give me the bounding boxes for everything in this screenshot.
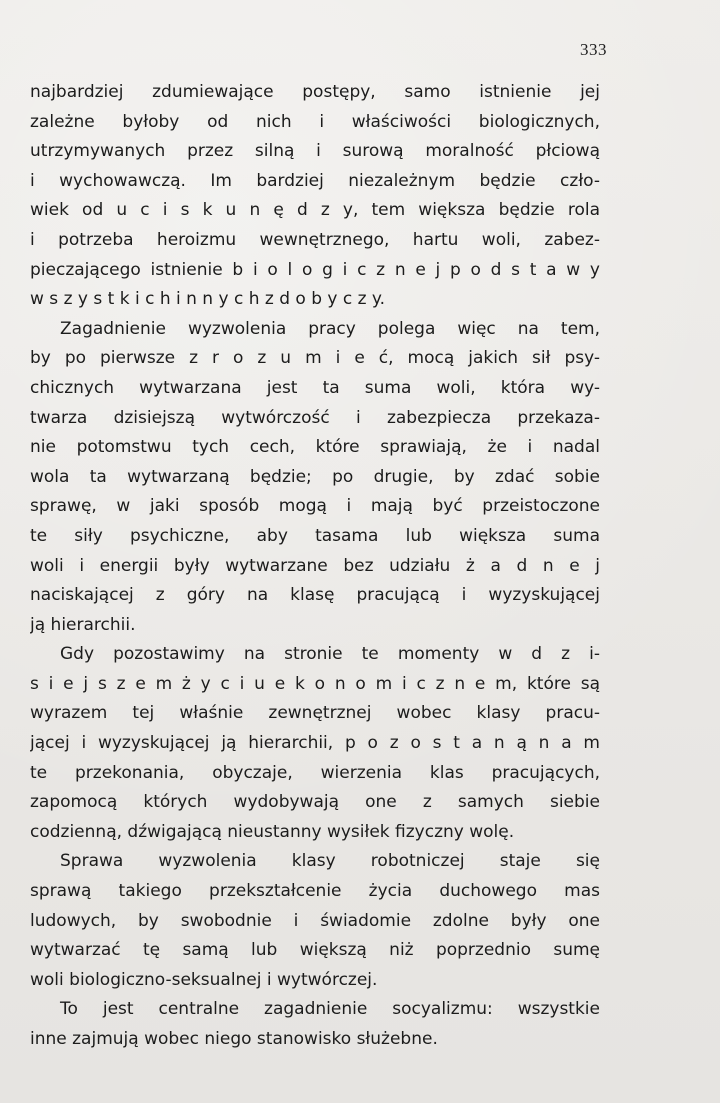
text-line: Gdy pozostawimy na stronie te momenty w d z i- — [60, 644, 600, 665]
text-line: te przekonania, obyczaje, wierzenia klas pracujących, — [30, 762, 600, 783]
text-line: s i e j s z e m ż y c i u e k o n o m i c z n e m, które są — [30, 673, 600, 694]
text-line: i wychowawczą. Im bardziej niezależnym będzie czło- — [30, 170, 600, 191]
text-line: zapomocą których wydobywają one z samych siebie — [30, 792, 600, 813]
text-line: zależne byłoby od nich i właściwości biologicznych, — [30, 111, 600, 132]
text-line: i potrzeba heroizmu wewnętrznego, hartu woli, zabez- — [30, 229, 600, 250]
paragraph — [30, 847, 600, 995]
text-line: utrzymywanych przez silną i surową moralność płciową — [30, 141, 600, 162]
paragraph — [30, 640, 600, 847]
paragraph — [30, 995, 600, 1054]
text-line: codzienną, dźwigającą nieustanny wysiłek fizyczny wolę. — [30, 821, 515, 842]
text-line: w s z y s t k i c h i n n y c h z d o b y c z y. — [30, 289, 385, 310]
paragraph — [30, 78, 600, 315]
text-line: wyrazem tej właśnie zewnętrznej wobec klasy pracu- — [30, 703, 600, 724]
text-line: wola ta wytwarzaną będzie; po drugie, by zdać sobie — [30, 466, 600, 487]
text-line: sprawę, w jaki sposób mogą i mają być przeistoczone — [30, 496, 600, 517]
paragraph — [30, 315, 600, 641]
text-line: sprawą takiego przekształcenie życia duchowego mas — [30, 881, 600, 902]
text-line: Sprawa wyzwolenia klasy robotniczej staje się — [60, 851, 600, 872]
text-line: by po pierwsze z r o z u m i e ć, mocą jakich sił psy- — [30, 348, 600, 369]
text-line: pieczającego istnienie b i o l o g i c z n e j p o d s t a w y — [30, 259, 600, 280]
text-line: Zagadnienie wyzwolenia pracy polega więc na tem, — [60, 318, 600, 339]
text-line: ludowych, by swobodnie i świadomie zdolne były one — [30, 910, 600, 931]
text-line: ją hierarchii. — [30, 614, 136, 635]
text-line: To jest centralne zagadnienie socyalizmu: wszystkie — [60, 999, 600, 1020]
text-line: nie potomstwu tych cech, które sprawiają, że i nadal — [30, 437, 600, 458]
text-line: wytwarzać tę samą lub większą niż poprzednio sumę — [30, 940, 600, 961]
text-line: naciskającej z góry na klasę pracującą i wyzyskującej — [30, 585, 600, 606]
text-line: jącej i wyzyskującej ją hierarchii, p o z o s t a n ą n a m — [30, 733, 600, 754]
text-line: wiek od u c i s k u n ę d z y, tem większa będzie rola — [30, 200, 600, 221]
text-line: inne zajmują wobec niego stanowisko służebne. — [30, 1029, 438, 1049]
text-line: woli biologiczno-seksualnej i wytwórczej. — [30, 969, 378, 990]
text-line: twarza dzisiejszą wytwórczość i zabezpiecza przekaza- — [30, 407, 600, 428]
text-line: te siły psychiczne, aby tasama lub większa suma — [30, 525, 600, 546]
page-number: 333 — [580, 40, 607, 59]
text-line: najbardziej zdumiewające postępy, samo istnienie jej — [30, 82, 600, 102]
text-line: woli i energii były wytwarzane bez udziału ż a d n e j — [30, 555, 600, 576]
text-line: chicznych wytwarzana jest ta suma woli, która wy- — [30, 377, 600, 398]
body-text — [30, 78, 600, 1055]
